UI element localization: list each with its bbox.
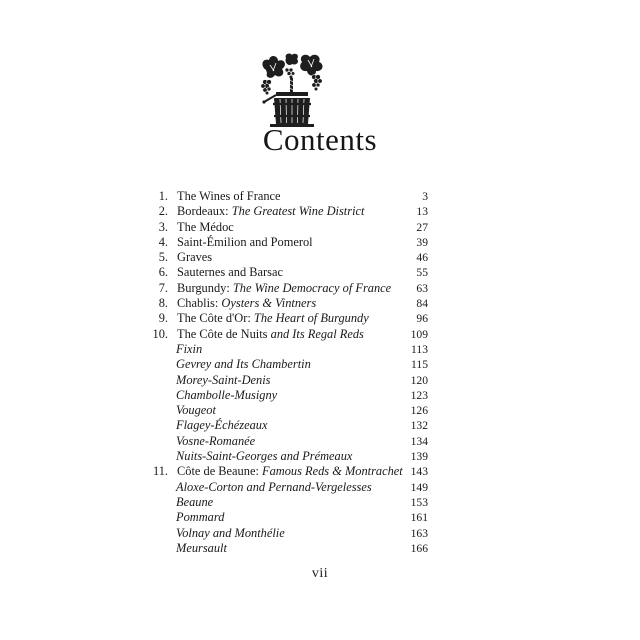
entry-title-main: Sauternes and Barsac [177,265,283,280]
entry-page-number: 132 [410,419,428,433]
entry-title [176,510,224,525]
entry-title [176,373,271,388]
toc-subentry [140,403,428,418]
entry-title [176,342,202,357]
toc-subentry [140,388,428,403]
entry-page-number: 39 [416,235,428,249]
toc-subentry [140,526,428,541]
table-of-contents [140,189,428,556]
entry-title [176,480,372,495]
entry-page-number: 3 [422,190,428,203]
entry-title [177,281,391,296]
toc-subentry [140,434,428,449]
entry-title-main: The Côte d'Or: [177,311,251,326]
entry-page-number: 109 [410,327,428,341]
entry-title [176,388,277,403]
entry-page-number: 143 [410,465,428,479]
entry-page-number: 153 [410,495,428,509]
entry-page-number: 163 [410,526,428,540]
entry-title [176,434,255,449]
entry-title-main: Pommard [176,510,225,525]
entry-subtitle: The Wine Democracy of France [232,280,392,295]
entry-subtitle: Famous Reds & Montrachet [262,464,403,479]
toc-entry [140,296,428,311]
entry-title-main: The Médoc [177,219,234,234]
toc-entry [140,189,428,204]
entry-title-main: Aloxe-Corton and Pernand-Vergelesses [176,479,372,494]
entry-title-main: The Wines of France [177,189,281,203]
entry-title-main: Fixin [176,341,203,356]
entry-title [176,357,311,372]
entry-title-main: Morey-Saint-Denis [176,372,271,387]
entry-title [177,327,364,342]
entry-title [176,526,285,541]
entry-title [176,449,352,464]
entry-title [177,311,369,326]
entry-title-main: Vosne-Romanée [176,433,256,448]
entry-page-number: 84 [416,297,428,311]
entry-title-main: Vougeot [176,403,216,418]
entry-page-number: 123 [410,388,428,402]
entry-title [176,403,216,418]
entry-page-number: 139 [410,450,428,464]
entry-page-number: 166 [410,541,428,555]
entry-title-main: Chablis: [177,296,219,311]
entry-page-number: 115 [411,358,428,372]
toc-subentry [140,373,428,388]
entry-page-number: 113 [411,342,428,356]
entry-title-main: Saint-Émilion and Pomerol [177,234,313,249]
entry-title-main: Meursault [176,540,227,555]
entry-subtitle: The Greatest Wine District [231,204,365,219]
entry-page-number: 126 [410,404,428,418]
entry-page-number: 63 [416,281,428,295]
chapter-number: 2. [158,204,168,219]
toc-entry [140,250,428,265]
chapter-number: 7. [158,280,168,295]
entry-title [177,204,364,219]
entry-title-main: Graves [177,250,213,265]
chapter-number: 5. [158,250,168,265]
entry-title-main: Gevrey and Its Chambertin [176,357,311,372]
toc-entry [140,265,428,280]
toc-subentry [140,510,428,525]
entry-title-main: Chambolle-Musigny [176,387,278,402]
entry-title [176,495,213,510]
entry-page-number: 55 [416,266,428,280]
entry-page-number: 13 [416,205,428,219]
entry-title [177,220,234,235]
entry-title [177,464,403,479]
entry-title [177,296,316,311]
chapter-number: 11. [152,464,168,479]
chapter-number: 9. [158,311,168,326]
entry-title [176,541,227,556]
toc-subentry [140,418,428,433]
toc-subentry [140,342,428,357]
chapter-number: 3. [158,219,168,234]
entry-title [177,189,281,204]
chapter-number: 6. [158,265,168,280]
chapter-number: 1. [158,189,168,203]
entry-title-main: Flagey-Échézeaux [176,418,268,433]
toc-entry [140,464,428,479]
toc-entry [140,235,428,250]
chapter-number: 10. [152,326,168,341]
entry-page-number: 120 [410,373,428,387]
entry-title-main: Volnay and Monthélie [176,525,285,540]
wine-press-grapes-icon [256,52,328,128]
entry-page-number: 134 [410,434,428,448]
entry-page-number: 27 [416,220,428,234]
entry-title-main: Côte de Beaune: [177,464,259,479]
entry-title-main: Beaune [176,494,214,509]
entry-title [176,418,268,433]
toc-subentry [140,357,428,372]
entry-page-number: 46 [416,251,428,265]
entry-page-number: 149 [410,480,428,494]
toc-entry [140,204,428,219]
entry-subtitle: and Its Regal Reds [270,326,364,341]
toc-subentry [140,495,428,510]
page-title: Contents [262,122,378,157]
chapter-number: 4. [158,234,168,249]
entry-title [177,235,313,250]
toc-entry [140,327,428,342]
entry-subtitle: The Heart of Burgundy [253,311,369,326]
chapter-number: 8. [158,296,168,311]
toc-subentry [140,449,428,464]
entry-title-main: Bordeaux: [177,204,229,219]
toc-entry [140,311,428,326]
toc-entry [140,281,428,296]
entry-title-main: Nuits-Saint-Georges and Prémeaux [176,449,353,464]
entry-title-main: The Côte de Nuits [177,326,268,341]
entry-title [177,265,283,280]
page-number: vii [311,566,329,581]
toc-subentry [140,480,428,495]
entry-subtitle: Oysters & Vintners [221,296,317,311]
toc-subentry [140,541,428,556]
toc-entry [140,220,428,235]
entry-page-number: 161 [410,511,428,525]
entry-page-number: 96 [416,312,428,326]
entry-title-main: Burgundy: [177,280,230,295]
entry-title [177,250,212,265]
